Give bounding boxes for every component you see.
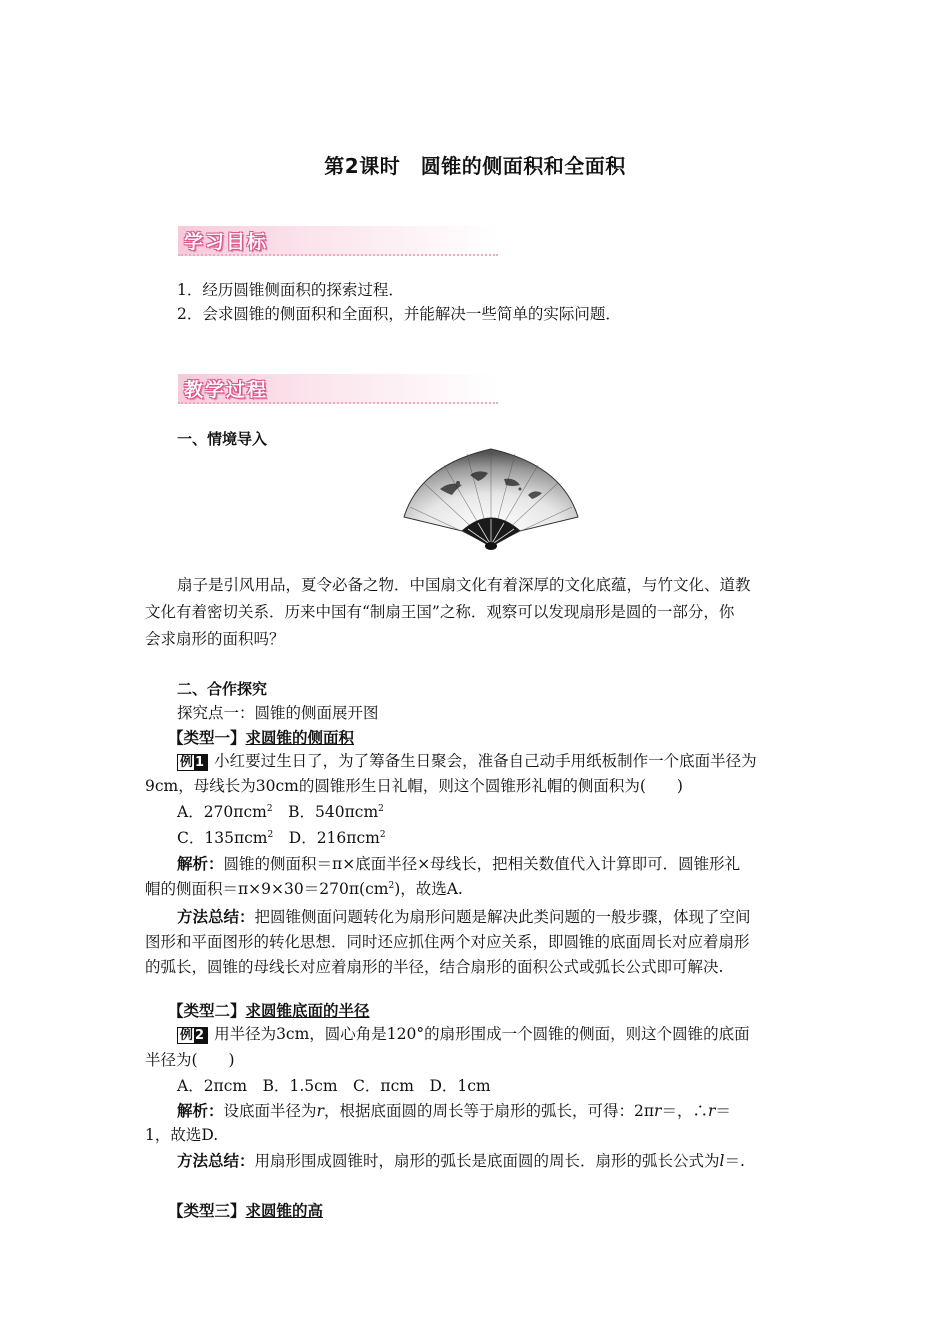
process-label: 教学过程 bbox=[184, 379, 269, 401]
explore-point-1: 探究点一：圆锥的侧面展开图 bbox=[177, 704, 379, 722]
part2-heading: 二、合作探究 bbox=[177, 680, 268, 698]
process-banner bbox=[178, 374, 498, 404]
example1-options-ab: A．270πcm$^2$ B．540πcm$^2$ bbox=[177, 803, 384, 821]
page-title: 第2课时 圆锥的侧面积和全面积 bbox=[324, 154, 626, 178]
objectives-banner bbox=[178, 226, 498, 256]
example1-options-cd: C．135πcm$^2$ D．216πcm$^2$ bbox=[177, 829, 386, 847]
objective-1: 1．经历圆锥侧面积的探索过程． bbox=[177, 281, 404, 299]
example1-summary-line-2: 图形和平面图形的转化思想．同时还应抓住两个对应关系，即圆锥的底面周长对应着扇形 bbox=[145, 933, 750, 951]
example1-question-line-2: 9cm，母线长为30cm的圆锥形生日礼帽，则这个圆锥形礼帽的侧面积为( ) bbox=[145, 777, 683, 795]
intro-paragraph-line-1: 扇子是引风用品，夏令必备之物．中国扇文化有着深厚的文化底蕴，与竹文化、道教 bbox=[177, 576, 751, 594]
intro-paragraph-line-2: 文化有着密切关系．历来中国有“制扇王国”之称．观察可以发现扇形是圆的一部分，你 bbox=[145, 603, 735, 621]
example-tag: 例 1 bbox=[177, 754, 208, 771]
type1-label: 【类型一】 bbox=[168, 729, 246, 747]
type3-name: 求圆锥的高 bbox=[245, 1202, 324, 1220]
type2-name: 求圆锥底面的半径 bbox=[245, 1002, 370, 1020]
type2-label: 【类型二】 bbox=[168, 1002, 246, 1020]
example1-summary-line-1: 方法总结：把圆锥侧面问题转化为扇形问题是解决此类问题的一般步骤，体现了空间 bbox=[177, 908, 751, 926]
example2-analysis-line-1: 解析：设底面半径为r，根据底面圆的周长等于扇形的弧长，可得：2πr＝，∴r＝ bbox=[177, 1102, 731, 1120]
example2-options: A．2πcm B．1.5cm C．πcm D．1cm bbox=[177, 1077, 491, 1095]
example1-analysis-line-2: 帽的侧面积$=\pi\times 9\times 30=270\pi(cm^2)$，故选A. bbox=[145, 880, 463, 898]
example2-analysis-line-2: 1，故选D. bbox=[145, 1126, 219, 1144]
example2-question-line-2: 半径为( ) bbox=[145, 1051, 235, 1069]
intro-paragraph-line-3: 会求扇形的面积吗？ bbox=[145, 630, 285, 648]
folding-fan-image bbox=[400, 445, 582, 553]
example1-summary-line-3: 的弧长，圆锥的母线长对应着扇形的半径，结合扇形的面积公式或弧长公式即可解决. bbox=[145, 958, 724, 976]
example2-summary: 方法总结：用扇形围成圆锥时，扇形的弧长是底面圆的周长．扇形的弧长公式为l＝. bbox=[177, 1152, 745, 1170]
example2-question-line-1: 例 2 用半径为3cm，圆心角是120°的扇形围成一个圆锥的侧面，则这个圆锥的底面 bbox=[177, 1021, 807, 1047]
part1-heading: 一、情境导入 bbox=[177, 430, 268, 448]
example-tag: 例 2 bbox=[177, 1027, 208, 1044]
example1-question-line-1: 例 1 小红要过生日了，为了筹备生日聚会，准备自己动手用纸板制作一个底面半径为 bbox=[177, 748, 807, 774]
type3-heading bbox=[168, 1198, 798, 1224]
example1-analysis-line-1: 解析：圆锥的侧面积＝π×底面半径×母线长，把相关数值代入计算即可．圆锥形礼 bbox=[177, 855, 741, 873]
type3-label: 【类型三】 bbox=[168, 1202, 246, 1220]
type1-name: 求圆锥的侧面积 bbox=[245, 729, 355, 747]
objectives-label: 学习目标 bbox=[184, 231, 269, 253]
objective-2: 2．会求圆锥的侧面积和全面积，并能解决一些简单的实际问题． bbox=[177, 305, 621, 323]
